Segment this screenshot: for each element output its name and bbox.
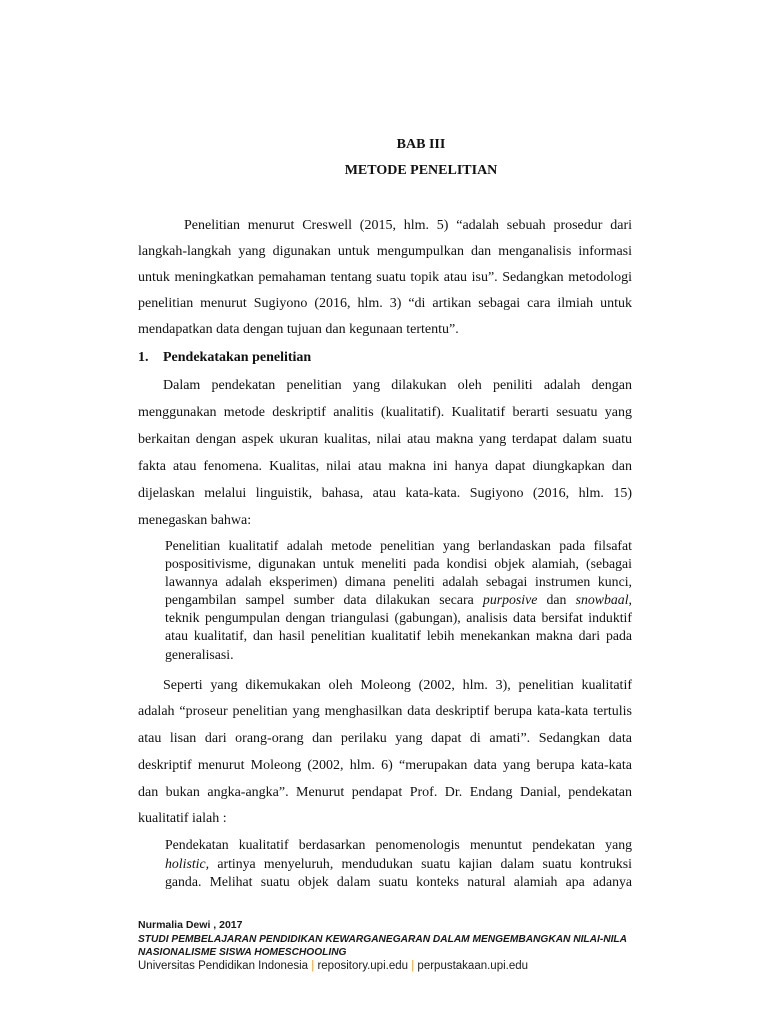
- section-heading: [138, 345, 311, 371]
- quote-line: [165, 855, 632, 874]
- paragraph-line: penelitian menurut Sugiyono (2016, hlm. 3) “di artikan sebagai cara ilmiah untuk: [138, 296, 632, 311]
- quote-text: ,: [628, 592, 632, 608]
- paragraph-line: kualitatif ialah :: [138, 811, 227, 827]
- quote-line: atau kualitatif, dan hasil penelitian kualitatif lebih menekankan makna dari pada: [165, 628, 632, 644]
- approach-paragraph: [138, 372, 632, 534]
- paragraph-line: atau lisan dari orang-orang dan perilaku yang dapat di amati”. Sedangkan data: [138, 731, 632, 747]
- quote-line: Pendekatan kualitatif berdasarkan penomenologis menuntut pendekatan yang: [165, 837, 632, 852]
- block-quote: [165, 836, 632, 892]
- moleong-paragraph: [138, 673, 632, 834]
- footer-library: perpustakaan.upi.edu: [417, 960, 529, 973]
- footer-author: Nurmalia Dewi , 2017: [138, 919, 243, 931]
- quote-line: teknik pengumpulan dengan triangulasi (gabungan), analisis data bersifat induktif: [165, 610, 632, 626]
- quote-line: ganda. Melihat suatu objek dalam suatu konteks natural alamiah apa adanya: [165, 874, 632, 889]
- page-footer: [138, 919, 627, 974]
- quote-text: pengambilan sampel sumber data dilakukan secara: [165, 592, 483, 608]
- paragraph-line: deskriptif menurut Moleong (2002, hlm. 6) “merupakan data yang berupa kata-kata: [138, 757, 632, 773]
- quote-line: generalisasi.: [165, 646, 234, 662]
- block-quote: [165, 537, 632, 664]
- paragraph-line: langkah-langkah yang digunakan untuk mengumpulkan dan menganalisis informasi: [138, 244, 632, 259]
- chapter-title: METODE PENELITIAN: [344, 163, 498, 178]
- footer-separator: |: [311, 960, 315, 973]
- quote-line: pospositivisme, digunakan untuk meneliti pada kondisi objek alamiah, (sebagai: [165, 556, 632, 572]
- paragraph-line: menegaskan bahwa:: [138, 512, 252, 528]
- footer-separator: |: [411, 960, 415, 973]
- paragraph-line: Dalam pendekatan penelitian yang dilakukan oleh peniliti adalah dengan: [163, 377, 632, 393]
- section-number: 1.: [138, 350, 149, 365]
- footer-thesis-title: NASIONALISME SISWA HOMESCHOOLING: [138, 947, 347, 959]
- paragraph-line: mendapatkan data dengan tujuan dan kegunaan tertentu”.: [138, 322, 459, 337]
- paragraph-line: adalah “proseur penelitian yang menghasilkan data deskriptif berupa kata-kata tertulis: [138, 704, 632, 720]
- footer-links: [138, 960, 627, 974]
- italic-term: snowbaal: [575, 592, 629, 608]
- quote-line: Penelitian kualitatif adalah metode penelitian yang berlandaskan pada filsafat: [165, 538, 632, 553]
- paragraph-line: dijelaskan melalui linguistik, bahasa, atau kata-kata. Sugiyono (2016, hlm. 15): [138, 485, 632, 501]
- paragraph-line: untuk meningkatkan pemahaman tentang suatu topik atau isu”. Sedangkan metodologi: [138, 270, 632, 285]
- quote-line: [165, 591, 632, 609]
- intro-paragraph: [138, 213, 632, 343]
- footer-institution: Universitas Pendidikan Indonesia: [138, 960, 309, 973]
- italic-term: holistic,: [165, 855, 210, 871]
- footer-thesis-title: STUDI PEMBELAJARAN PENDIDIKAN KEWARGANEGARAN DALAM MENGEMBANGKAN NILAI-NILA: [138, 933, 627, 945]
- quote-text: artinya menyeluruh, mendudukan suatu kajian dalam suatu kontruksi: [209, 855, 632, 871]
- paragraph-line: fakta atau fenomena. Kualitas, nilai atau makna ini hanya dapat diungkapkan dan: [138, 458, 632, 474]
- paragraph-line: menggunakan metode deskriptif analitis (kualitatif). Kualitatif berarti sesuatu yang: [138, 404, 632, 420]
- italic-term: purposive: [482, 592, 538, 608]
- paragraph-line: Seperti yang dikemukakan oleh Moleong (2002, hlm. 3), penelitian kualitatif: [163, 677, 632, 693]
- quote-line: lawannya adalah eksperimen) dimana peneliti adalah sebagai instrumen kunci,: [165, 574, 632, 590]
- footer-repository: repository.upi.edu: [317, 960, 409, 973]
- section-title: Pendekatakan penelitian: [163, 350, 312, 365]
- chapter-number: BAB III: [396, 137, 446, 152]
- quote-text: dan: [537, 592, 576, 608]
- paragraph-line: berkaitan dengan aspek ukuran kualitas, nilai atau makna yang terdapat dalam suatu: [138, 431, 632, 447]
- paragraph-line: dan bukan angka-angka”. Menurut pendapat Prof. Dr. Endang Danial, pendekatan: [138, 784, 632, 800]
- paragraph-line: Penelitian menurut Creswell (2015, hlm. 5) “adalah sebuah prosedur dari: [184, 218, 632, 233]
- chapter-heading: [138, 132, 704, 184]
